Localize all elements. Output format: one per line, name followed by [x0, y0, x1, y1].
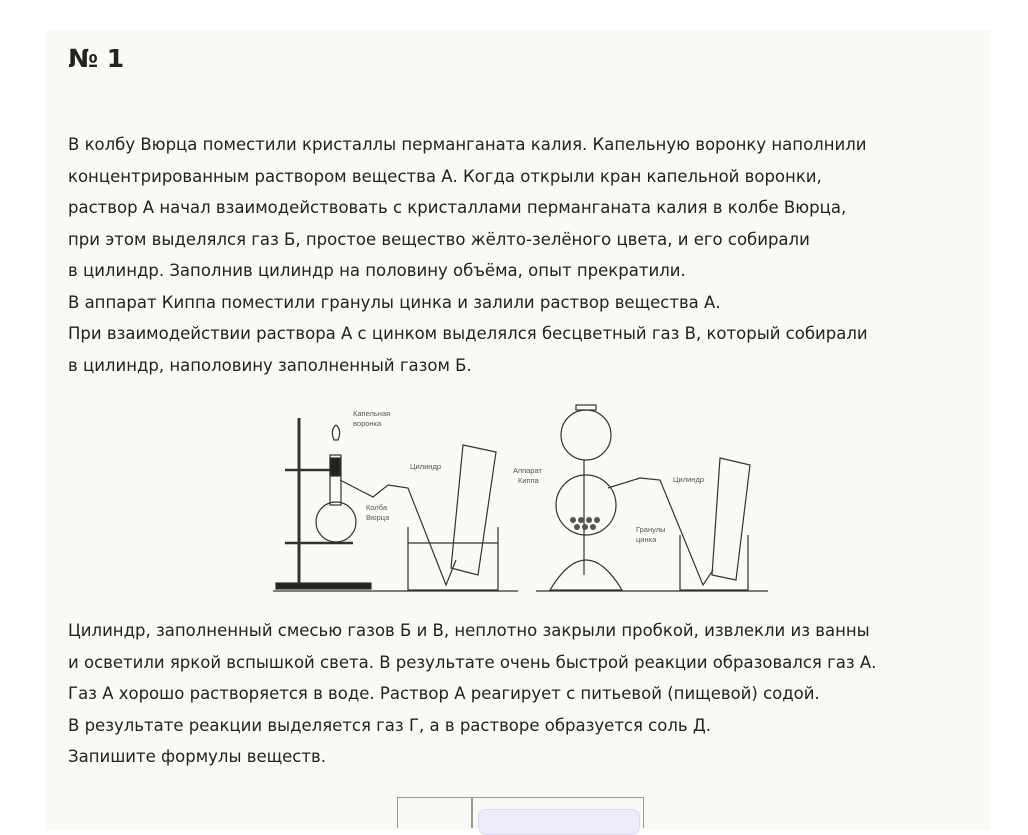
task-number: № 1: [68, 44, 125, 73]
label-funnel: воронка: [353, 419, 382, 428]
text-line: и осветили яркой вспышкой света. В результате очень быстрой реакции образовался газ А.: [68, 652, 877, 672]
text-line: Цилиндр, заполненный смесью газов Б и В, неплотно закрыли пробкой, извлекли из ванны: [68, 621, 870, 640]
table-divider: [471, 798, 473, 828]
label-zinc: Гранулы: [636, 525, 666, 534]
label-zinc: цинка: [636, 535, 657, 544]
text-line: Газ А хорошо растворяется в воде. Раствор А реагирует с питьевой (пищевой) содой.: [68, 684, 820, 703]
apparatus-figure: [268, 400, 778, 600]
label-flask: Вюрца: [366, 513, 390, 522]
label-kipp: Аппарат: [513, 466, 542, 475]
answer-input[interactable]: [478, 809, 640, 835]
text-line: в цилиндр, наполовину заполненный газом Б.: [68, 355, 472, 375]
label-cylinder-1: Цилиндр: [410, 462, 441, 471]
label-kipp: Киппа: [518, 476, 539, 485]
text-line: в цилиндр. Заполнив цилиндр на половину объёма, опыт прекратили.: [68, 261, 686, 280]
label-funnel: Капельная: [353, 409, 391, 418]
answer-table: [397, 797, 644, 828]
text-line: при этом выделялся газ Б, простое вещество жёлто-зелёного цвета, и его собирали: [68, 229, 810, 249]
task-question: [68, 615, 876, 773]
text-line: При взаимодействии раствора А с цинком выделялся бесцветный газ В, который собирали: [68, 324, 868, 343]
label-flask: Колба: [366, 503, 388, 512]
text-line: В аппарат Киппа поместили гранулы цинка и залили раствор вещества А.: [68, 292, 721, 312]
text-line: Запишите формулы веществ.: [68, 747, 326, 766]
text-line: концентрированным раствором вещества А. Когда открыли кран капельной воронки,: [68, 166, 822, 186]
task-description: [68, 129, 868, 381]
text-line: раствор А начал взаимодействовать с кристаллами перманганата калия в колбе Вюрца,: [68, 198, 847, 217]
text-line: В колбу Вюрца поместили кристаллы перманганата калия. Капельную воронку наполнили: [68, 135, 867, 154]
label-cylinder-2: Цилиндр: [673, 475, 704, 484]
text-line: В результате реакции выделяется газ Г, а в растворе образуется соль Д.: [68, 715, 711, 735]
